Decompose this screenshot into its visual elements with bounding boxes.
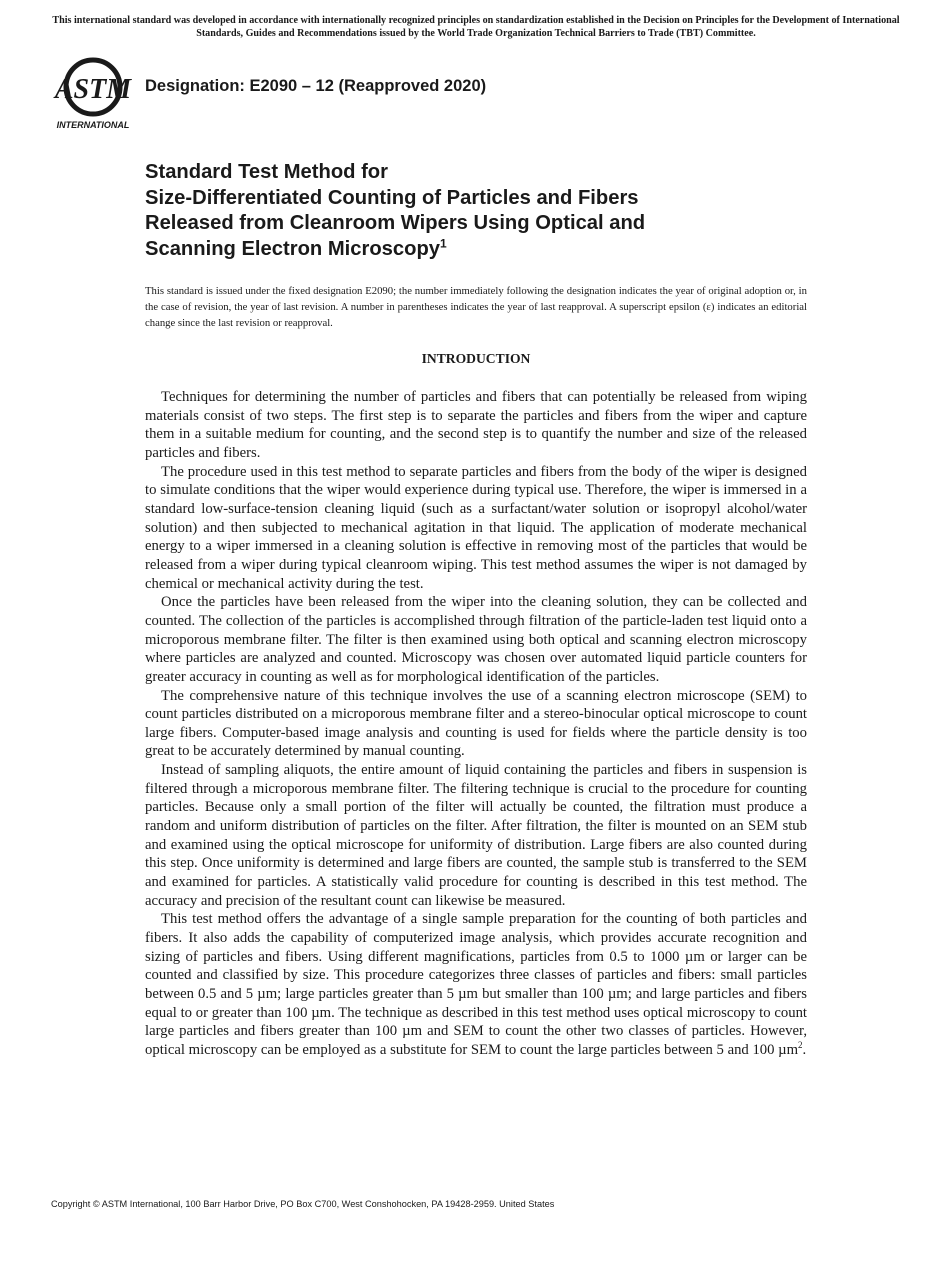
designation: Designation: E2090 – 12 (Reapproved 2020)	[145, 77, 487, 95]
astm-logo	[52, 56, 134, 132]
logo-org-text: INTERNATIONAL	[56, 120, 130, 130]
introduction-heading: INTRODUCTION	[421, 351, 531, 366]
logo-letters: ASTM	[54, 74, 132, 105]
title-footnote-mark: 1	[440, 235, 447, 250]
footnote-mark: 2	[798, 1040, 803, 1051]
intro-paragraph-last	[145, 910, 807, 1059]
title-line: Released from Cleanroom Wipers Using Optical and	[145, 212, 646, 234]
intro-paragraph-last-text: This test method offers the advantage of a single sample preparation for the counting of both particles and fibers. It also adds the capability of computerized image analysis, which provides accurate recognition and sizing of particles and fibers. Using different magnifications, particles from 0.5 to 1000 µm or larger can be counted and classified by size. This procedure categorizes three classes of particles and fibers: small particles between 0.5 and 5 µm; large particles greater than 5 µm but smaller than 100 µm; and large particles and fibers equal to or greater than 100 µm. The technique as described in this test method uses optical microscopy to count large particles and fibers greater than 100 µm and SEM to count the other two classes of particles. However, optical microscopy can be employed as a substitute for SEM to count the large particles between 5 and 100 µm	[145, 911, 807, 1058]
introduction-body	[145, 388, 807, 1060]
wto-notice: This international standard was developed in accordance with internationally recognized principles on standardization established in the Decision on Principles for the Development of International Standards, Guides and Recommendations issued by the World Trade Organization Technical Barriers to Trade (TBT) Committee.	[52, 15, 900, 39]
sentence-end: .	[802, 1041, 807, 1058]
intro-paragraph: Instead of sampling aliquots, the entire amount of liquid containing the particles and fibers in suspension is filtered through a microporous membrane filter. The filtering technique is crucial to the procedure for counting particles. Because only a small portion of the filter will actually be counted, the filtration must produce a random and uniform distribution of particles on the filter. After filtration, the filter is mounted on an SEM stub and examined using the optical microscope for uniformity of distribution. Large fibers are also counted during this step. Once uniformity is determined and large fibers are counted, the sample stub is transferred to the SEM and examined for particles. A statistically valid procedure for counting is described in this test method. The accuracy and precision of the resultant count can likewise be measured.	[145, 762, 807, 909]
intro-paragraph: The procedure used in this test method to separate particles and fibers from the body of the wiper is designed to simulate conditions that the wiper would experience during typical use. Therefore, the wiper is immersed in a standard low-surface-tension cleaning liquid (such as a surfactant/water solution or isopropyl alcohol/water solution) and then subjected to mechanical agitation in that liquid. The application of moderate mechanical energy to a wiper immersed in a cleaning solution is effective in removing most of the particles that would be released from a wiper during typical cleanroom wiping. This test method assumes the wiper is not damaged by chemical or mechanical activity during the test.	[145, 463, 807, 592]
intro-paragraph: Techniques for determining the number of particles and fibers that can potentially be released from wiping materials consist of two steps. The first step is to separate the particles and fibers from the wiper and capture them in a suitable medium for counting, and the second step is to quantify the number and size of the released particles and fibers.	[145, 389, 807, 461]
copyright-footer: Copyright © ASTM International, 100 Barr Harbor Drive, PO Box C700, West Conshohocken, PA 19428-2959. United States	[51, 1199, 555, 1209]
astm-logo-graphic	[52, 56, 134, 132]
document-title	[145, 160, 845, 262]
intro-paragraph: Once the particles have been released from the wiper into the cleaning solution, they can be collected and counted. The collection of the particles is accomplished through filtration of the particle-laden test liquid onto a microporous membrane filter. The filter is then examined using both optical and scanning electron microscopy where particles are analyzed and counted. Microscopy was chosen over automated liquid particle counters for greater accuracy in counting as well as for morphological identification of the particles.	[145, 594, 807, 685]
intro-paragraph: The comprehensive nature of this technique involves the use of a scanning electron microscope (SEM) to count particles distributed on a microporous membrane filter and a stereo-binocular optical microscope to count large fibers. Computer-based image analysis and counting is used for fields where the particle density is too great to be accurately determined by manual counting.	[145, 687, 807, 760]
title-line-text: Scanning Electron Microscopy	[145, 237, 441, 260]
title-line: Size-Differentiated Counting of Particles and Fibers	[145, 186, 639, 209]
standard-note: This standard is issued under the fixed designation E2090; the number immediately following the designation indicates the year of original adoption or, in the case of revision, the year of last revision. A number in parentheses indicates the year of last reapproval. A superscript epsilon (ε) indicates an editorial change since the last revision or reapproval.	[145, 285, 807, 329]
title-line: Standard Test Method for	[145, 161, 388, 183]
title-line	[145, 237, 845, 263]
